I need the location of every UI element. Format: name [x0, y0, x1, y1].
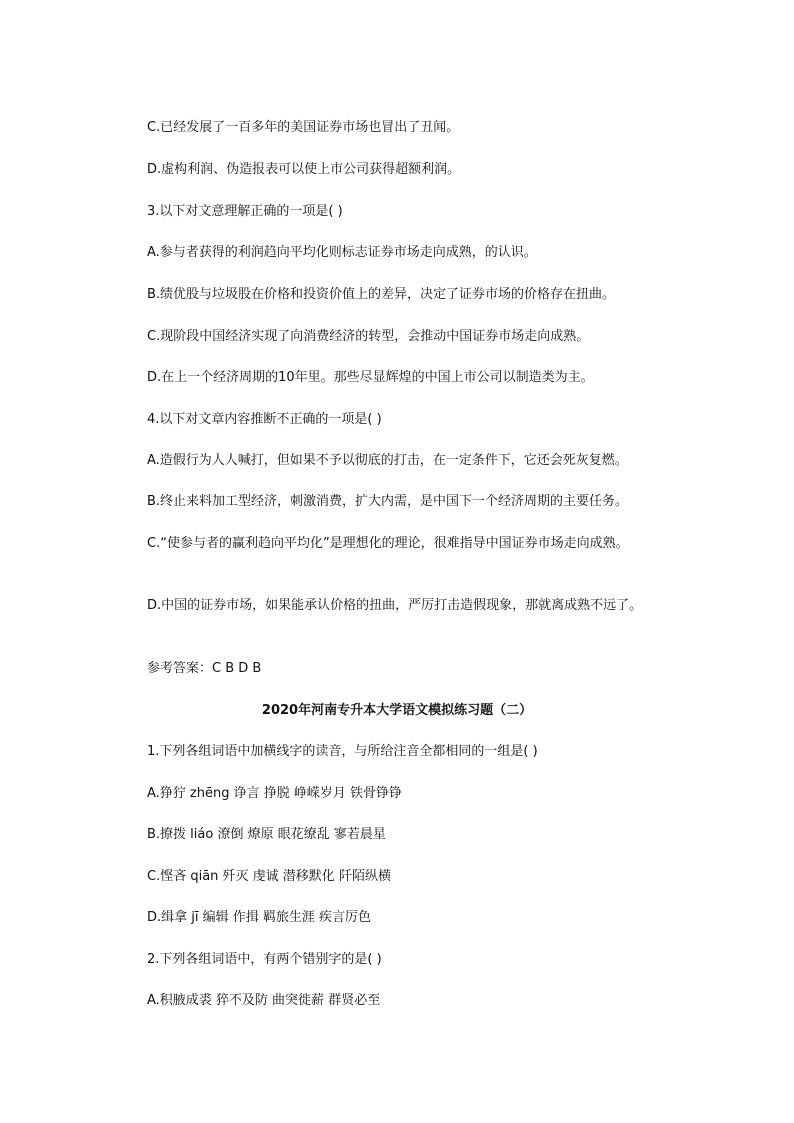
question-line: 1.下列各组词语中加横线字的读音，与所给注音全都相同的一组是( )	[147, 744, 538, 759]
option-line: A.造假行为人人喊打，但如果不予以彻底的打击，在一定条件下，它还会死灰复燃。	[147, 453, 628, 468]
question-line: 2.下列各组词语中，有两个错别字的是( )	[147, 952, 382, 967]
text-line: D.虚构利润、伪造报表可以使上市公司获得超额利润。	[147, 162, 461, 177]
section-title: 2020年河南专升本大学语文模拟练习题（二）	[261, 703, 533, 718]
option-line: C.现阶段中国经济实现了向消费经济的转型，会推动中国证券市场走向成熟。	[147, 329, 590, 344]
option-line: D.中国的证券市场，如果能承认价格的扭曲，严厉打击造假现象，那就离成熟不远了。	[147, 598, 643, 613]
option-line: D.在上一个经济周期的10年里。那些尽显辉煌的中国上市公司以制造类为主。	[147, 370, 594, 385]
option-line: B.绩优股与垃圾股在价格和投资价值上的差异，决定了证券市场的价格存在扭曲。	[147, 287, 616, 302]
question-line: 4.以下对文章内容推断不正确的一项是( )	[147, 412, 382, 427]
option-line: B.终止来料加工型经济，刺激消费，扩大内需，是中国下一个经济周期的主要任务。	[147, 494, 629, 509]
option-line: C.悭吝 qiān 歼灭 虔诚 潜移默化 阡陌纵横	[147, 869, 391, 884]
text-line: C.已经发展了一百多年的美国证券市场也冒出了丑闻。	[147, 120, 460, 135]
question-line: 3.以下对文意理解正确的一项是( )	[147, 204, 343, 219]
option-line: A.积腋成裘 猝不及防 曲突徙薪 群贤必至	[147, 993, 381, 1008]
answer-key: 参考答案：C B D B	[147, 661, 262, 676]
option-line: A.狰狞 zhēng 诤言 挣脱 峥嵘岁月 铁骨铮铮	[147, 786, 403, 801]
option-line: C.“使参与者的赢利趋向平均化”是理想化的理论，很难指导中国证券市场走向成熟。	[147, 536, 629, 551]
option-line: D.缉拿 jī 编辑 作揖 羁旅生涯 疾言厉色	[147, 910, 372, 925]
option-line: A.参与者获得的利润趋向平均化则标志证券市场走向成熟，的认识。	[147, 245, 537, 260]
option-line: B.撩拨 liáo 潦倒 燎原 眼花缭乱 寥若晨星	[147, 827, 386, 842]
